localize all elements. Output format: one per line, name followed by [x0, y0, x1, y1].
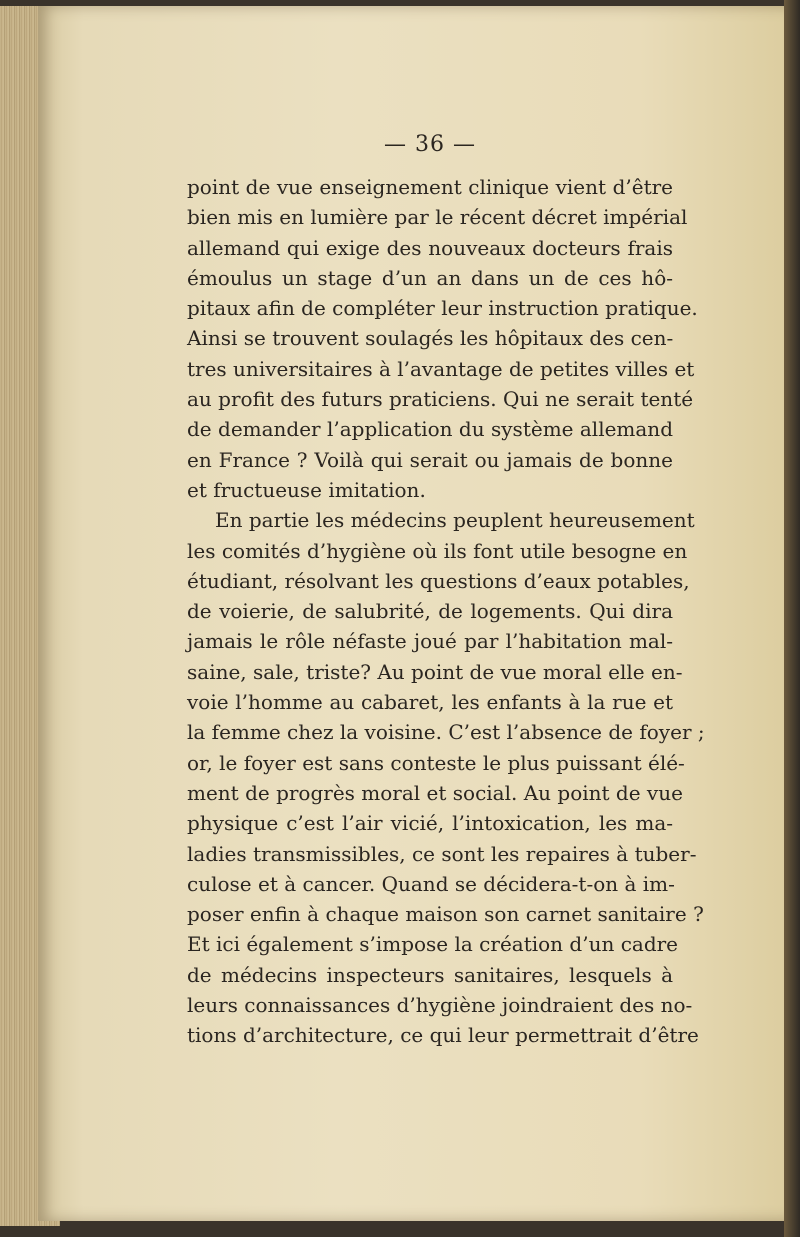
text-line: et fructueuse imitation.: [187, 477, 426, 502]
text-line: voie l’homme au cabaret, les enfants à la rue et: [187, 690, 673, 715]
text-line: tions d’architecture, ce qui leur permettrait d’être: [187, 1023, 699, 1048]
binding-shadow: [784, 0, 800, 1237]
text-line: Ainsi se trouvent soulagés les hôpitaux des cen-: [187, 326, 674, 351]
page-number: — 36 —: [384, 132, 476, 157]
text-line: étudiant, résolvant les questions d’eaux potables,: [187, 568, 690, 593]
text-line: tres universitaires à l’avantage de petites villes et: [187, 356, 695, 381]
text-line: or, le foyer est sans conteste le plus puissant élé-: [187, 750, 685, 775]
text-line: saine, sale, triste? Au point de vue moral elle en-: [187, 659, 683, 684]
text-line: pitaux afin de compléter leur instruction pratique.: [187, 296, 698, 321]
text-line: bien mis en lumière par le récent décret impérial: [187, 205, 688, 230]
text-line: allemand qui exige des nouveaux docteurs frais: [187, 235, 673, 260]
text-line: de voierie, de salubrité, de logements. Qui dira: [187, 599, 673, 624]
text-line: jamais le rôle néfaste joué par l’habitation mal-: [187, 629, 673, 654]
text-line: ladies transmissibles, ce sont les repaires à tuber-: [187, 841, 697, 866]
text-line: leurs connaissances d’hygiène joindraient des no-: [187, 993, 693, 1018]
text-line: de médecins inspecteurs sanitaires, lesquels à: [187, 962, 673, 987]
text-line: émoulus un stage d’un an dans un de ces hô-: [187, 265, 673, 290]
text-line: de demander l’application du système allemand: [187, 417, 673, 442]
text-line: au profit des futurs praticiens. Qui ne serait tenté: [187, 387, 694, 412]
text-line: en France ? Voilà qui serait ou jamais de bonne: [187, 447, 673, 472]
text-line: les comités d’hygiène où ils font utile besogne en: [187, 538, 688, 563]
text-line: ment de progrès moral et social. Au point de vue: [187, 780, 683, 805]
text-line: culose et à cancer. Quand se décidera-t-on à im-: [187, 871, 675, 896]
text-line: la femme chez la voisine. C’est l’absence de foyer ;: [187, 720, 705, 745]
text-line: poser enfin à chaque maison son carnet sanitaire ?: [187, 902, 704, 927]
text-line: physique c’est l’air vicié, l’intoxication, les ma-: [187, 811, 673, 836]
body-text: [187, 172, 705, 1051]
text-line: Et ici également s’impose la création d’un cadre: [187, 932, 679, 957]
text-line: En partie les médecins peuplent heureusement: [215, 508, 695, 533]
text-line: point de vue enseignement clinique vient d’être: [187, 175, 673, 199]
